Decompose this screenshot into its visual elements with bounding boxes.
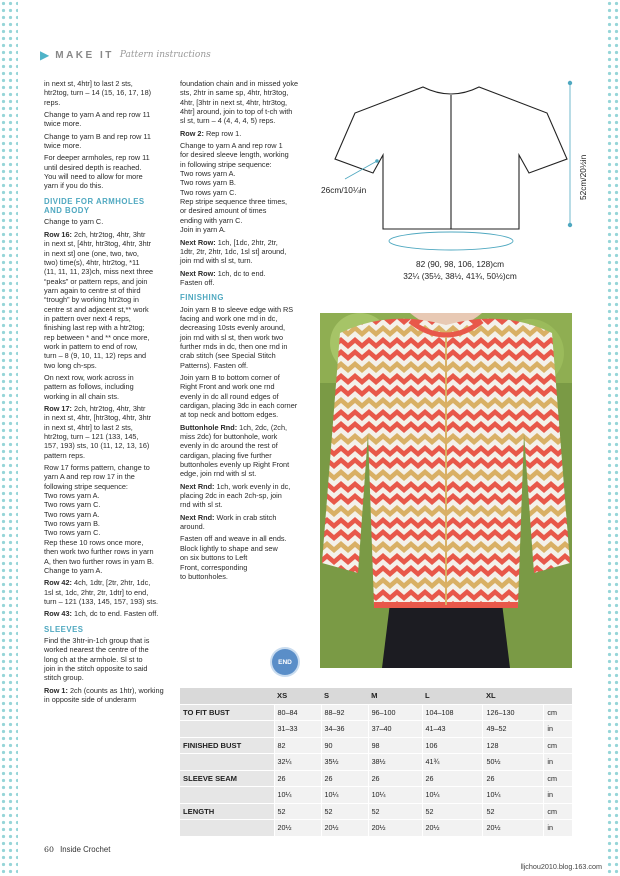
table-cell: 128 <box>483 737 544 754</box>
paragraph: Change to yarn C. <box>44 217 104 227</box>
cardigan-illustration <box>320 313 572 668</box>
end-badge: END <box>272 649 298 675</box>
table-cell: 49–52 <box>483 721 544 738</box>
paragraph: Fasten off and weave in all ends. Block lightly to shape and sew on six buttons to Left Front, corresponding to buttonholes. <box>180 534 287 581</box>
table-cell: 106 <box>422 737 483 754</box>
table-cell: 35½ <box>321 754 368 771</box>
pattern-instructions-subtitle: Pattern instructions <box>119 50 211 60</box>
table-cell: 10¼ <box>483 787 544 804</box>
table-cell: 96–100 <box>368 704 422 721</box>
paragraph <box>44 609 174 618</box>
size-table-header <box>180 688 572 704</box>
row-label <box>180 721 274 738</box>
watermark: lljchou2010.blog.163.com <box>520 862 602 871</box>
row-label <box>180 787 274 804</box>
paragraph: Row 17 forms pattern, change to yarn A and rep row 17 in the following stripe sequence: Two rows yarn A. Two rows yarn C. Two rows yarn A. Two rows yarn B. Two rows yarn C. Rep these 10 rows once more, then work two further rows in yarn A, then two further rows in yarn B. Change to yarn A. <box>44 463 154 575</box>
paragraph <box>44 230 174 370</box>
table-cell: 10¼ <box>368 787 422 804</box>
paragraph: For deeper armholes, rep row 11 until desired depth is reached. You will need to allow for more yarn if you do this. <box>44 153 150 191</box>
chest-cm: 82 (90, 98, 106, 128)cm <box>415 259 505 269</box>
paragraph-text: 2ch, htr2tog, 4htr, 3htr in next st, 4htr, [htr3tog, 4htr, 3htr in next st, 4htr] to last 2 sts, htr2tog, turn – 121 (133, 145, 157, 193) sts, 10 (11, 12, 13, 16) pattern reps. <box>44 404 152 460</box>
table-cell: 82 <box>274 737 321 754</box>
table-row <box>180 721 572 738</box>
table-cell: 34–36 <box>321 721 368 738</box>
size-header <box>544 688 572 704</box>
table-cell: 38½ <box>368 754 422 771</box>
table-cell: 104–108 <box>422 704 483 721</box>
paragraph-text: Rep row 1. <box>203 128 242 138</box>
row-label: SLEEVE SEAM <box>180 770 274 787</box>
sleeve-measurement: 26cm/10¼in <box>321 185 367 195</box>
unit-cell: cm <box>544 770 572 787</box>
table-row <box>180 737 572 754</box>
paragraph: On next row, work across in pattern as follows, including working in all chain sts. <box>44 372 134 401</box>
table-cell: 20½ <box>422 820 483 837</box>
paragraph: Change to yarn A and rep row 11 twice more. <box>44 110 151 129</box>
table-cell: 10¼ <box>274 787 321 804</box>
table-cell: 31–33 <box>274 721 321 738</box>
row-label: TO FIT BUST <box>180 704 274 721</box>
instructions-column-2 <box>180 79 310 584</box>
table-row <box>180 820 572 837</box>
paragraph <box>180 423 310 479</box>
table-cell: 37–40 <box>368 721 422 738</box>
table-cell: 52 <box>368 803 422 820</box>
paragraph: foundation chain and in missed yoke sts, 2htr in same sp, 4htr, htr3tog, 4htr, [3htr in next st, 4htr, htr3tog, 4htr] around, join to top of t-ch with sl st, turn – 4 (4, 4, 4, 5) reps. <box>180 79 299 126</box>
paragraph: Change to yarn A and rep row 1 for desired sleeve length, working in following stripe sequence: Two rows yarn A. Two rows yarn B. Two rows yarn C. Rep stripe sequence three times, or desired amount of times ending with yarn C. Join in yarn A. <box>180 141 289 235</box>
table-cell: 20½ <box>321 820 368 837</box>
table-cell: 52 <box>321 803 368 820</box>
table-cell: 52 <box>422 803 483 820</box>
paragraph-text: 1ch, [1dc, 2htr, 2tr, 1dtr, 2tr, 2htr, 1dc, 1sl st] around, join rnd with sl st, turn. <box>180 237 287 266</box>
table-cell: 20½ <box>368 820 422 837</box>
paragraph-text: 1ch, work evenly in dc, placing 2dc in each 2ch-sp, join rnd with sl st. <box>180 481 291 510</box>
table-cell: 88–92 <box>321 704 368 721</box>
paragraph-text: Work in crab stitch around. <box>180 512 277 532</box>
table-row <box>180 754 572 771</box>
paragraph <box>180 269 310 288</box>
length-measurement: 52cm/20½in <box>578 154 588 200</box>
row-label: Row 16: <box>44 229 72 239</box>
table-row <box>180 787 572 804</box>
row-label: Next Row: <box>180 268 216 278</box>
sleeve-marker <box>375 159 379 163</box>
table-cell: 26 <box>368 770 422 787</box>
table-cell: 20½ <box>483 820 544 837</box>
table-cell: 10¼ <box>321 787 368 804</box>
row-label <box>180 754 274 771</box>
paragraph <box>44 578 174 606</box>
paragraph-text: 4ch, 1dtr, [2tr, 2htr, 1dc, 1sl st, 1dc, 2htr, 2tr, 1dtr] to end, turn – 121 (133, 145, 157, 193) sts. <box>44 578 158 606</box>
unit-cell: in <box>544 820 572 837</box>
chest-measurements <box>360 258 560 282</box>
table-cell: 26 <box>274 770 321 787</box>
table-row <box>180 704 572 721</box>
table-cell: 20½ <box>274 820 321 837</box>
paragraph: in next st, 4htr] to last 2 sts, htr2tog, turn – 14 (15, 16, 17, 18) reps. <box>44 79 152 107</box>
table-row <box>180 770 572 787</box>
table-cell: 41¾ <box>422 754 483 771</box>
paragraph <box>180 482 310 510</box>
paragraph <box>180 513 310 532</box>
row-label: Row 43: <box>44 609 72 619</box>
table-cell: 52 <box>274 803 321 820</box>
magazine-name: Inside Crochet <box>60 845 111 854</box>
paragraph-text: 1ch, dc to end. Fasten off. <box>71 609 159 619</box>
paragraph: Change to yarn B and rep row 11 twice more. <box>44 131 151 151</box>
unit-cell: cm <box>544 704 572 721</box>
paragraph-text: 1ch, 2dc, (2ch, miss 2dc) for buttonhole, work evenly in dc around the rest of cardigan, placing five further buttonholes evenly up Right Front edge, join rnd with sl st. <box>180 422 290 479</box>
chest-ellipse <box>389 232 513 250</box>
row-label: FINISHED BUST <box>180 737 274 754</box>
table-cell: 10¼ <box>422 787 483 804</box>
table-cell: 98 <box>368 737 422 754</box>
paragraph <box>44 686 174 705</box>
table-cell: 50½ <box>483 754 544 771</box>
page-number: 60 <box>44 845 54 854</box>
chest-in: 32¼ (35½, 38½, 41¾, 50½)cm <box>403 271 517 281</box>
paragraph <box>44 404 174 460</box>
row-label: Row 1: <box>44 685 68 695</box>
right-dot-border <box>606 0 620 876</box>
section-heading: DIVIDE FOR ARMHOLES AND BODY <box>44 196 145 216</box>
size-header: L <box>422 688 483 704</box>
row-label: LENGTH <box>180 803 274 820</box>
row-label: Row 42: <box>44 578 72 588</box>
arrow-icon: ▶ <box>40 48 50 62</box>
cardigan-photo <box>320 313 572 668</box>
table-cell: 26 <box>321 770 368 787</box>
row-label: Next Rnd: <box>180 512 215 522</box>
paragraph <box>180 129 310 138</box>
paragraph-text: 1ch, dc to end. Fasten off. <box>180 268 266 287</box>
row-label: Row 17: <box>44 404 72 413</box>
table-cell: 41–43 <box>422 721 483 738</box>
size-header: XS <box>274 688 321 704</box>
unit-cell: in <box>544 721 572 738</box>
table-cell: 126–130 <box>483 704 544 721</box>
page-footer <box>44 845 110 854</box>
table-cell: 26 <box>422 770 483 787</box>
row-label: Row 2: <box>180 128 204 138</box>
size-header: S <box>321 688 368 704</box>
paragraph: Join yarn B to bottom corner of Right Front and work one rnd evenly in dc all round edges of cardigan, placing 3dc in each corner at top neck and bottom edges. <box>180 372 298 420</box>
table-cell: 90 <box>321 737 368 754</box>
unit-cell: in <box>544 787 572 804</box>
unit-cell: in <box>544 754 572 771</box>
section-heading: FINISHING <box>180 293 224 303</box>
table-cell: 32¼ <box>274 754 321 771</box>
size-header: XL <box>483 688 544 704</box>
size-header: M <box>368 688 422 704</box>
row-label: Next Row: <box>180 237 216 247</box>
table-cell: 80–84 <box>274 704 321 721</box>
table-row <box>180 803 572 820</box>
paragraph-text: 2ch (counts as 1htr), working in opposite side of underarm <box>44 685 164 704</box>
row-label: Buttonhole Rnd: <box>180 422 238 432</box>
size-header <box>180 688 274 704</box>
left-dot-border <box>0 0 18 876</box>
table-cell: 52 <box>483 803 544 820</box>
size-table <box>180 688 572 837</box>
section-heading: SLEEVES <box>44 624 84 634</box>
section-header <box>40 48 211 62</box>
paragraph-text: 2ch, htr2tog, 4htr, 3htr in next st, [4htr, htr3tog, 4htr, 3htr in next st] one (one, two, two, two) time(s), 4htr, htr2tog, *11 (11, 11, 11, 23)ch, miss next three “peaks” or pattern reps, and join yarn again to centre st of third “trough” by working htr2tog in centre st and adjacent st,** work in pattern over next 4 reps, finishing last rep with a htr2tog; rep between * and ** once more, work in pattern to end of row, turn – 8 (9, 10, 11, 12) reps and two long ch-sps. <box>44 229 154 370</box>
table-cell: 26 <box>483 770 544 787</box>
unit-cell: cm <box>544 737 572 754</box>
paragraph <box>180 238 310 266</box>
row-label <box>180 820 274 837</box>
make-it-title: MAKE IT <box>55 49 114 61</box>
row-label: Next Rnd: <box>180 481 215 491</box>
unit-cell: cm <box>544 803 572 820</box>
instructions-column-1 <box>44 79 174 707</box>
paragraph: Find the 3htr-in-1ch group that is worked nearest the centre of the long ch at the armhole. Sl st to join in the stitch opposite to said stitch group. <box>44 635 150 683</box>
paragraph: Join yarn B to sleeve edge with RS facing and work one rnd in dc, decreasing 10sts evenly around, join rnd with sl st, then work two further rnds in dc, then one rnd in crab stitch (see Special Stitch Patterns). Fasten off. <box>180 304 294 370</box>
